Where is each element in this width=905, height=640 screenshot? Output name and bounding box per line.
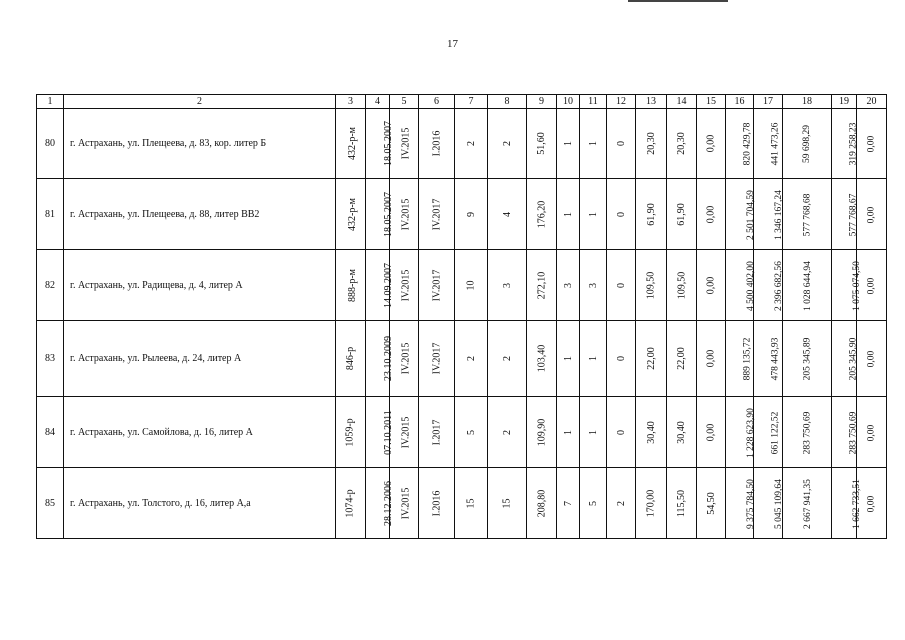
document-date-cell xyxy=(366,397,394,468)
col10-text: 1 xyxy=(562,211,574,217)
col19-cell xyxy=(832,109,857,179)
end-period-cell xyxy=(419,250,455,321)
col11-cell xyxy=(580,250,607,321)
col13-cell xyxy=(636,179,667,250)
col7-cell xyxy=(455,397,488,468)
col8-text: 15 xyxy=(501,498,513,508)
col7-cell xyxy=(455,179,488,250)
area-cell xyxy=(527,321,557,397)
col15-text: 0,00 xyxy=(705,349,717,368)
address-cell: г. Астрахань, ул. Самойлова, д. 16, литер А xyxy=(64,397,336,468)
col18-cell xyxy=(783,109,832,179)
col13-text: 20,30 xyxy=(645,132,657,155)
page-number: 17 xyxy=(447,38,458,50)
document-date-text: 07.10.2011 xyxy=(382,409,394,455)
col14-cell xyxy=(667,250,697,321)
col17-cell xyxy=(754,468,783,539)
area-cell xyxy=(527,250,557,321)
col10-cell xyxy=(557,109,580,179)
col19-cell xyxy=(832,468,862,539)
document-number-cell xyxy=(336,468,366,539)
col7-text: 2 xyxy=(465,141,477,146)
col15-text: 0,00 xyxy=(705,205,717,223)
col19-cell xyxy=(832,321,857,397)
col15-text: 0,00 xyxy=(705,134,717,153)
col13-cell xyxy=(636,321,667,397)
header-cell: 15 xyxy=(697,95,726,109)
start-period-text: IV.2015 xyxy=(400,198,412,230)
col7-text: 10 xyxy=(465,280,477,290)
col19-text: 1 075 074,50 xyxy=(851,260,862,311)
col14-cell xyxy=(667,321,697,397)
address-cell: г. Астрахань, ул. Толстого, д. 16, литер А,а xyxy=(64,468,336,539)
col15-cell xyxy=(697,179,726,250)
col20-text: 0,00 xyxy=(866,350,877,368)
header-cell: 17 xyxy=(754,95,783,109)
address-cell: г. Астрахань, ул. Плещеева, д. 83, кор. литер Б xyxy=(64,109,336,179)
col7-cell xyxy=(455,109,488,179)
col8-text: 2 xyxy=(501,356,513,361)
header-cell: 5 xyxy=(390,95,419,109)
col13-text: 30,40 xyxy=(645,420,657,444)
col15-cell xyxy=(697,109,726,179)
col20-cell xyxy=(857,179,887,250)
col17-cell xyxy=(754,397,783,468)
document-number-text: 1074-р xyxy=(345,488,356,518)
col10-text: 1 xyxy=(562,429,574,435)
col19-text: 319 258,23 xyxy=(848,122,859,166)
col13-text: 109,50 xyxy=(645,271,657,299)
table-row xyxy=(37,321,887,397)
end-period-cell xyxy=(419,468,455,539)
area-text: 51,60 xyxy=(536,132,547,155)
col14-text: 61,90 xyxy=(676,202,687,226)
header-cell: 7 xyxy=(455,95,488,109)
start-period-text: IV.2015 xyxy=(400,342,412,375)
header-cell: 13 xyxy=(636,95,667,109)
row-number-cell: 82 xyxy=(37,250,64,321)
col11-cell xyxy=(580,179,607,250)
col18-text: 283 750,69 xyxy=(802,411,812,454)
col14-text: 30,40 xyxy=(676,420,687,444)
document-number-cell xyxy=(336,109,366,179)
col17-text: 2 396 682,56 xyxy=(773,260,784,311)
col18-text: 2 667 941,35 xyxy=(802,478,813,529)
col16-cell xyxy=(726,468,754,539)
document-date-text: 23.10.2009 xyxy=(383,336,394,381)
end-period-cell xyxy=(419,109,455,179)
header-cell: 18 xyxy=(783,95,832,109)
document-number-text: 888-р-м xyxy=(347,268,358,302)
col13-cell xyxy=(636,468,667,539)
col20-text: 0,00 xyxy=(866,495,877,512)
col16-text: 1 228 623,90 xyxy=(745,407,756,458)
document-number-text: 1059-р xyxy=(345,417,356,447)
col11-text: 1 xyxy=(587,356,599,361)
col15-text: 0,00 xyxy=(705,423,717,441)
col11-cell xyxy=(580,468,607,539)
col10-cell xyxy=(557,397,580,468)
col14-cell xyxy=(667,109,697,179)
col18-text: 59 698,29 xyxy=(802,125,812,163)
start-period-text: IV.2015 xyxy=(400,416,412,448)
col20-cell xyxy=(857,109,887,179)
end-period-cell xyxy=(419,179,455,250)
housing-program-table xyxy=(36,94,887,539)
col19-text: 577 768,67 xyxy=(848,193,859,236)
start-period-text: IV.2015 xyxy=(400,487,412,519)
col18-text: 205 345,89 xyxy=(802,337,812,381)
col7-cell xyxy=(455,468,488,539)
col20-text: 0,00 xyxy=(866,424,877,441)
col7-text: 15 xyxy=(465,498,477,508)
header-cell: 1 xyxy=(37,95,64,109)
col18-cell xyxy=(783,321,832,397)
col13-cell xyxy=(636,250,667,321)
col8-cell xyxy=(488,468,527,539)
col19-cell xyxy=(832,250,862,321)
col19-cell xyxy=(832,397,857,468)
col7-cell xyxy=(455,250,488,321)
col11-cell xyxy=(580,397,607,468)
start-period-text: IV.2015 xyxy=(400,269,412,301)
col11-text: 1 xyxy=(587,141,599,146)
header-cell: 6 xyxy=(419,95,455,109)
col19-text: 283 750,69 xyxy=(848,411,859,454)
col14-cell xyxy=(667,179,697,250)
header-cell: 2 xyxy=(64,95,336,109)
col15-cell xyxy=(697,397,726,468)
col16-text: 820 429,78 xyxy=(742,122,753,166)
col7-cell xyxy=(455,321,488,397)
col11-cell xyxy=(580,321,607,397)
col12-cell xyxy=(607,179,636,250)
col10-text: 1 xyxy=(562,356,574,361)
row-number-cell: 84 xyxy=(37,397,64,468)
address-cell: г. Астрахань, ул. Радищева, д. 4, литер А xyxy=(64,250,336,321)
col12-text: 0 xyxy=(615,429,627,435)
table-row xyxy=(37,250,887,321)
document-date-text: 14.09.2007 xyxy=(383,262,394,308)
end-period-text: I.2016 xyxy=(431,130,442,157)
document-number-cell xyxy=(336,321,366,397)
col10-text: 7 xyxy=(562,500,574,506)
document-number-text: 432-р-м xyxy=(347,197,358,231)
row-number-cell: 85 xyxy=(37,468,64,539)
header-cell: 20 xyxy=(857,95,887,109)
header-cell: 16 xyxy=(726,95,754,109)
col7-text: 2 xyxy=(465,356,477,361)
col11-text: 3 xyxy=(587,282,599,288)
col15-cell xyxy=(697,321,726,397)
row-number-cell: 81 xyxy=(37,179,64,250)
table-row xyxy=(37,468,887,539)
col19-text: 1 662 733,51 xyxy=(851,478,862,529)
col13-cell xyxy=(636,109,667,179)
header-cell: 11 xyxy=(580,95,607,109)
col20-text: 0,00 xyxy=(866,135,877,153)
col15-cell xyxy=(697,468,726,539)
document-number-cell xyxy=(336,397,366,468)
document-date-cell xyxy=(366,109,394,179)
col18-text: 1 028 644,94 xyxy=(802,260,813,311)
col10-text: 3 xyxy=(562,282,574,288)
table-row xyxy=(37,109,887,179)
col13-cell xyxy=(636,397,667,468)
header-cell: 10 xyxy=(557,95,580,109)
col19-cell xyxy=(832,179,857,250)
col17-text: 1 346 167,24 xyxy=(773,189,784,240)
col8-text: 2 xyxy=(501,429,513,435)
header-cell: 3 xyxy=(336,95,366,109)
address-cell: г. Астрахань, ул. Рылеева, д. 24, литер А xyxy=(64,321,336,397)
col12-cell xyxy=(607,250,636,321)
end-period-text: IV.2017 xyxy=(430,342,442,375)
col10-cell xyxy=(557,250,580,321)
col8-cell xyxy=(488,109,527,179)
document-date-cell xyxy=(366,179,394,250)
col12-text: 0 xyxy=(615,211,627,217)
col17-cell xyxy=(754,109,783,179)
col10-cell xyxy=(557,321,580,397)
col16-text: 2 501 704,59 xyxy=(745,189,756,240)
col16-cell xyxy=(726,397,754,468)
col17-cell xyxy=(754,179,783,250)
start-period-cell xyxy=(390,397,419,468)
col12-cell xyxy=(607,468,636,539)
col8-text: 2 xyxy=(501,141,513,146)
col8-text: 3 xyxy=(501,282,513,288)
col14-text: 115,50 xyxy=(675,489,687,517)
row-number-cell: 80 xyxy=(37,109,64,179)
col8-cell xyxy=(488,250,527,321)
end-period-text: I.2016 xyxy=(431,490,442,516)
col11-text: 1 xyxy=(587,211,599,217)
col17-text: 661 122,52 xyxy=(770,411,781,454)
col10-text: 1 xyxy=(562,141,574,146)
end-period-text: I.2017 xyxy=(431,419,442,445)
col16-cell xyxy=(726,321,754,397)
col18-cell xyxy=(783,468,832,539)
col7-text: 9 xyxy=(465,211,477,217)
row-number-cell: 83 xyxy=(37,321,64,397)
header-cell: 8 xyxy=(488,95,527,109)
header-cell: 14 xyxy=(667,95,697,109)
col18-cell xyxy=(783,250,832,321)
col12-text: 0 xyxy=(615,141,627,146)
col16-text: 4 500 402,00 xyxy=(745,260,756,311)
document-date-cell xyxy=(366,250,394,321)
document-number-text: 846-р xyxy=(345,346,356,371)
table-row xyxy=(37,397,887,468)
area-text: 109,90 xyxy=(536,418,547,446)
table-row xyxy=(37,179,887,250)
col19-text: 205 345,90 xyxy=(848,337,859,381)
start-period-text: IV.2015 xyxy=(400,127,412,160)
col12-text: 0 xyxy=(615,282,627,288)
document-date-cell xyxy=(366,468,394,539)
area-text: 176,20 xyxy=(536,200,547,228)
col11-cell xyxy=(580,109,607,179)
header-cell: 19 xyxy=(832,95,857,109)
end-period-cell xyxy=(419,397,455,468)
header-cell: 9 xyxy=(527,95,557,109)
col14-cell xyxy=(667,468,697,539)
header-cell: 12 xyxy=(607,95,636,109)
col18-cell xyxy=(783,179,832,250)
col13-text: 61,90 xyxy=(645,202,657,226)
col7-text: 5 xyxy=(465,429,477,435)
col14-text: 20,30 xyxy=(676,132,687,155)
address-cell: г. Астрахань, ул. Плещеева, д. 88, литер ВВ2 xyxy=(64,179,336,250)
top-rule xyxy=(628,0,728,2)
col8-cell xyxy=(488,397,527,468)
col17-text: 5 045 109,64 xyxy=(773,478,784,529)
col13-text: 170,00 xyxy=(645,489,657,517)
area-cell xyxy=(527,179,557,250)
col13-text: 22,00 xyxy=(645,347,657,370)
col20-text: 0,00 xyxy=(866,206,877,223)
col20-text: 0,00 xyxy=(866,277,877,294)
header-cell: 4 xyxy=(366,95,390,109)
col16-text: 889 135,72 xyxy=(742,337,753,381)
col15-text: 0,00 xyxy=(705,276,717,294)
col17-cell xyxy=(754,250,783,321)
col10-cell xyxy=(557,179,580,250)
col14-cell xyxy=(667,397,697,468)
col8-cell xyxy=(488,179,527,250)
col18-text: 577 768,68 xyxy=(802,193,812,236)
col17-text: 478 443,93 xyxy=(770,337,781,381)
document-number-text: 432-р-м xyxy=(347,127,358,160)
col11-text: 1 xyxy=(587,429,599,435)
col16-cell xyxy=(726,179,754,250)
col12-cell xyxy=(607,321,636,397)
area-text: 272,10 xyxy=(536,271,547,299)
area-text: 208,80 xyxy=(536,489,547,517)
area-cell xyxy=(527,397,557,468)
end-period-cell xyxy=(419,321,455,397)
area-text: 103,40 xyxy=(536,344,547,373)
document-date-text: 28.12.2006 xyxy=(383,480,394,526)
col18-cell xyxy=(783,397,832,468)
col12-text: 2 xyxy=(615,500,627,506)
col16-cell xyxy=(726,109,754,179)
col17-text: 441 473,26 xyxy=(770,122,781,166)
document-date-text: 18.05.2007 xyxy=(383,191,394,237)
col14-text: 109,50 xyxy=(676,271,687,299)
col14-text: 22,00 xyxy=(676,347,687,370)
col17-cell xyxy=(754,321,783,397)
col16-cell xyxy=(726,250,754,321)
document-number-cell xyxy=(336,250,366,321)
area-cell xyxy=(527,468,557,539)
col20-cell xyxy=(857,321,887,397)
col10-cell xyxy=(557,468,580,539)
col11-text: 5 xyxy=(587,500,599,506)
document-date-cell xyxy=(366,321,394,397)
col12-cell xyxy=(607,109,636,179)
col12-text: 0 xyxy=(615,356,627,361)
end-period-text: IV.2017 xyxy=(430,269,442,301)
col8-text: 4 xyxy=(501,211,513,217)
area-cell xyxy=(527,109,557,179)
header-row xyxy=(37,95,887,109)
col15-cell xyxy=(697,250,726,321)
col20-cell xyxy=(857,397,887,468)
document-date-text: 18.05.2007 xyxy=(383,121,394,166)
col8-cell xyxy=(488,321,527,397)
col16-text: 9 375 784,50 xyxy=(745,478,756,529)
col15-text: 54,50 xyxy=(705,491,717,515)
document-number-cell xyxy=(336,179,366,250)
col12-cell xyxy=(607,397,636,468)
end-period-text: IV.2017 xyxy=(430,198,442,230)
